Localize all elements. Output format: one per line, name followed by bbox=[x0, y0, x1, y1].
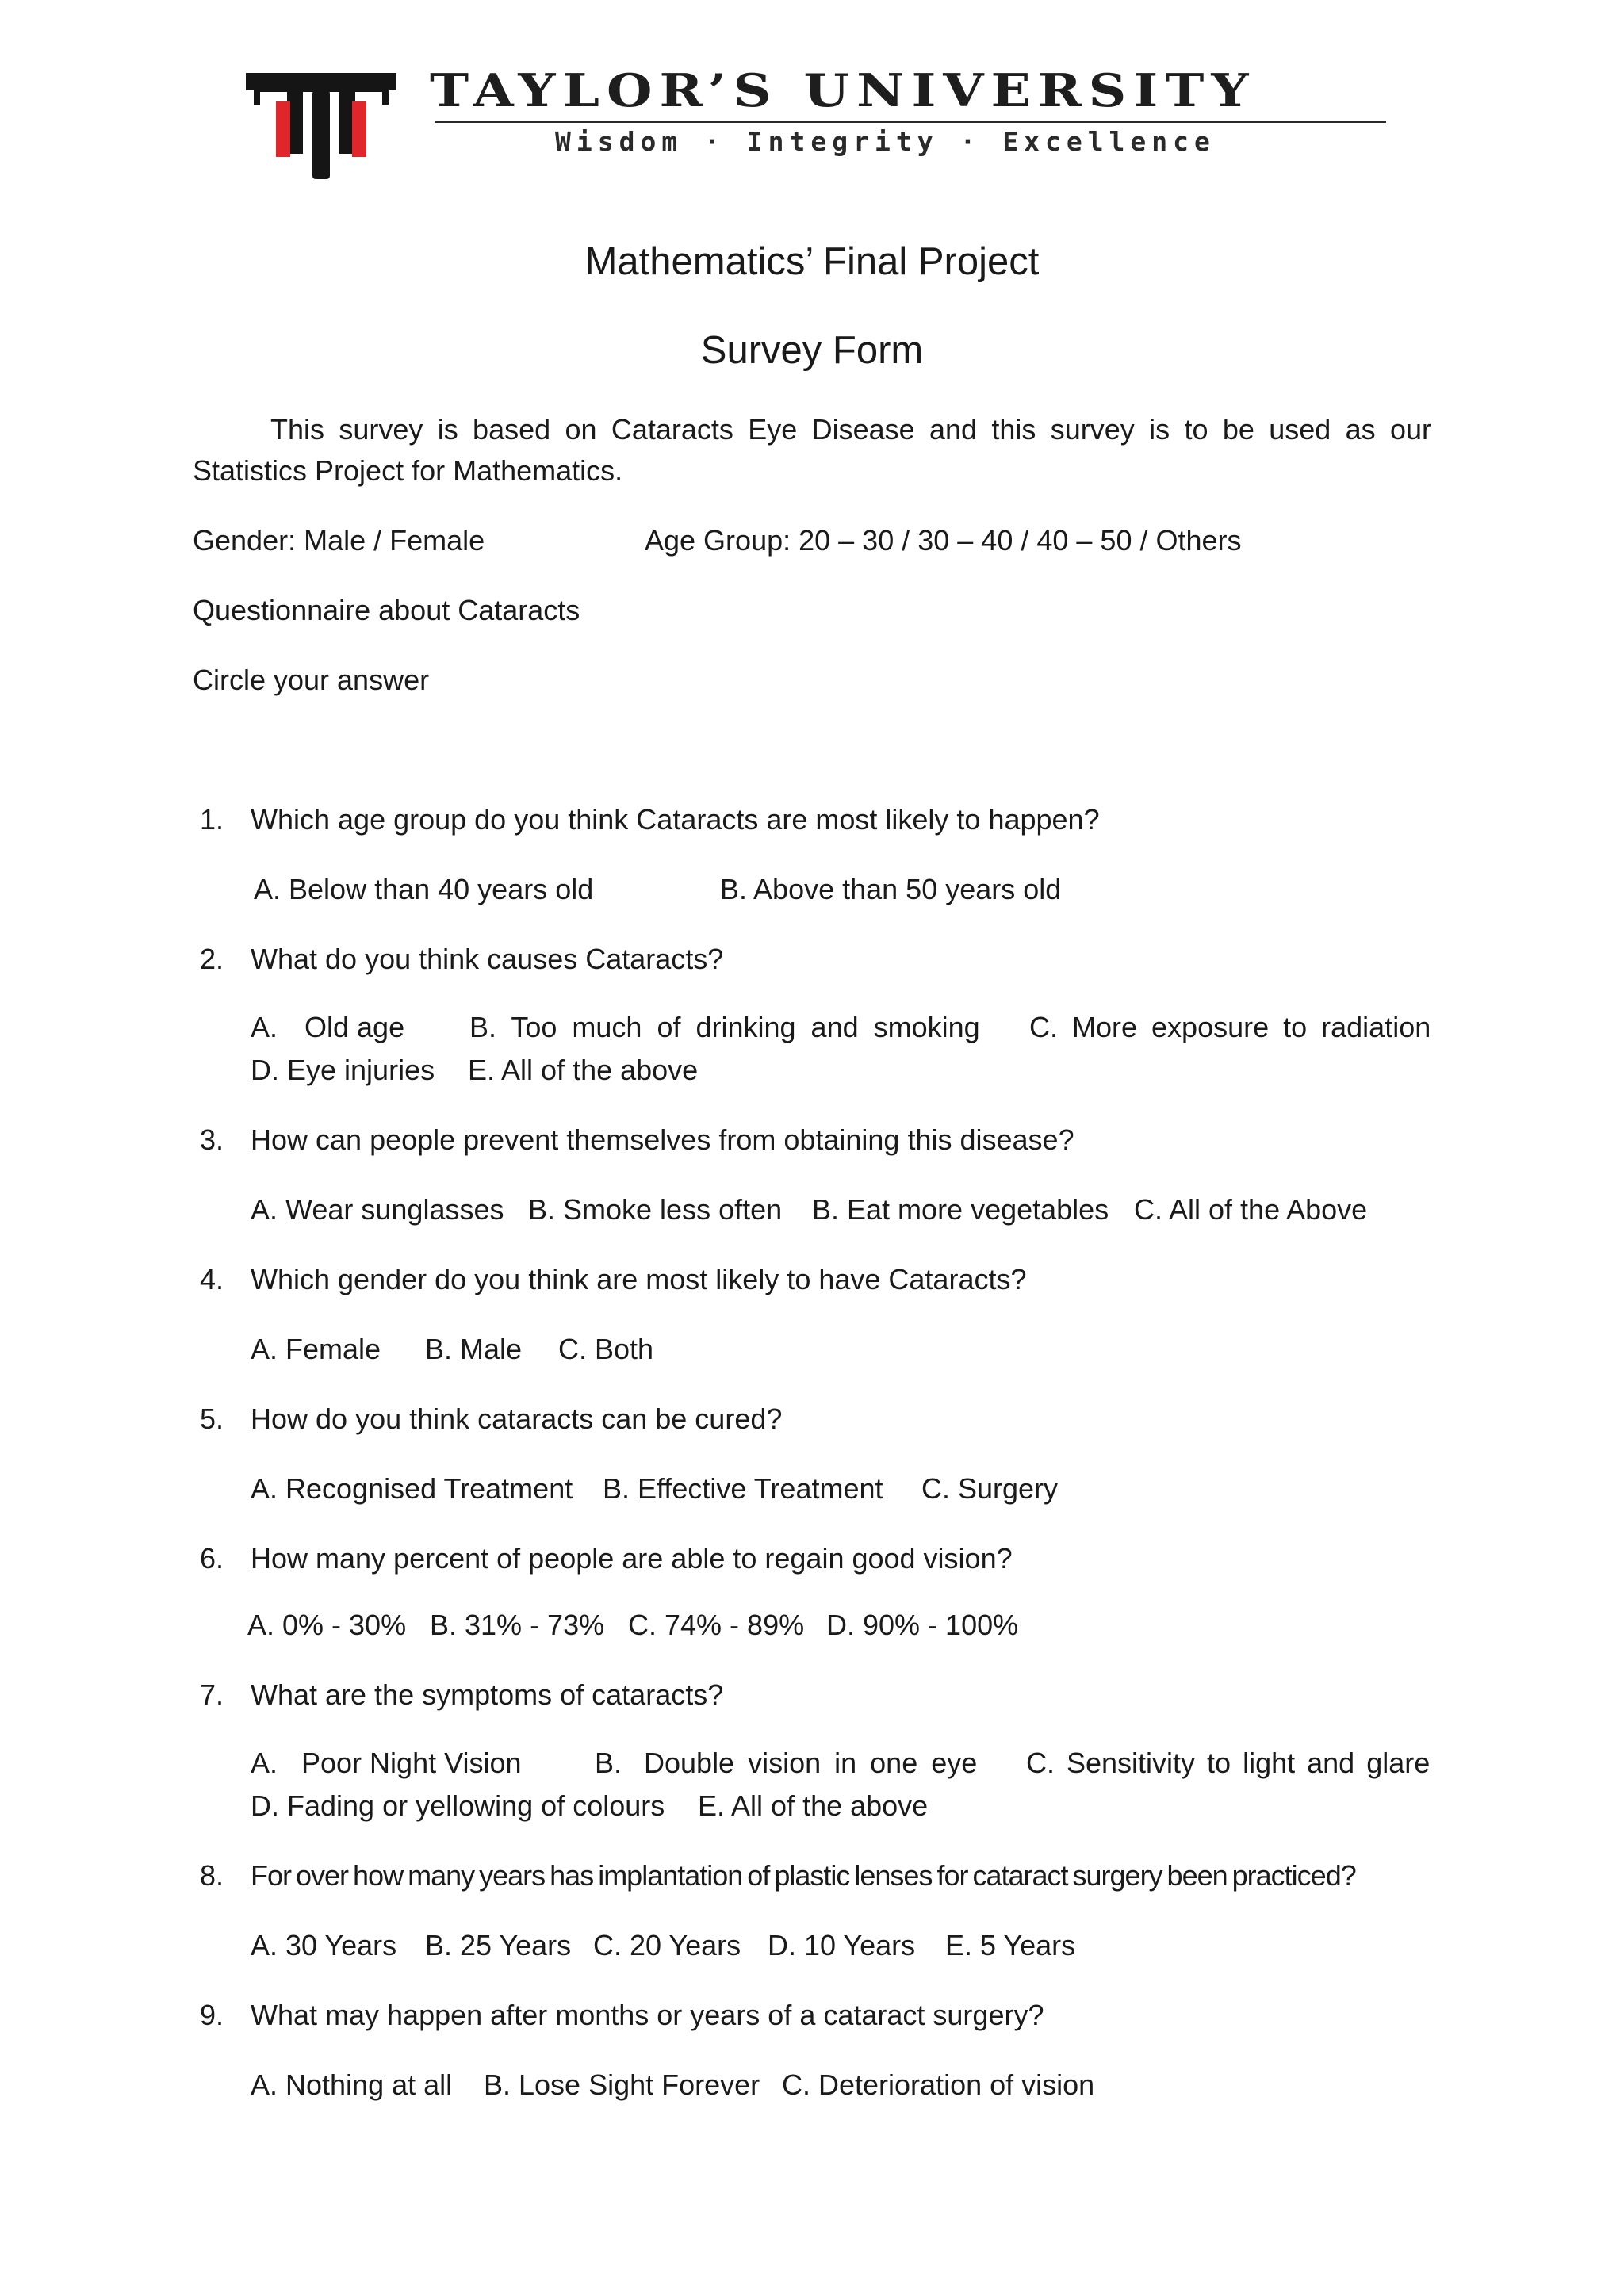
answer-option[interactable]: C. All of the Above bbox=[1134, 1193, 1368, 1226]
answer-option[interactable]: A. bbox=[251, 1747, 278, 1779]
answer-option[interactable]: D. Fading or yellowing of colours bbox=[251, 1789, 665, 1822]
university-logo-icon bbox=[246, 73, 396, 180]
question-text: How can people prevent themselves from obtaining this disease? bbox=[251, 1123, 1074, 1156]
answer-option[interactable]: C. Surgery bbox=[921, 1472, 1059, 1505]
answer-option[interactable]: A. Wear sunglasses bbox=[251, 1193, 504, 1226]
question-number: 4. bbox=[200, 1263, 224, 1295]
answer-option[interactable]: B. bbox=[595, 1747, 622, 1779]
age-group-field[interactable]: Age Group: 20 – 30 / 30 – 40 / 40 – 50 / Others bbox=[645, 524, 1242, 557]
answer-option[interactable]: D. 10 Years bbox=[768, 1929, 916, 1961]
answer-option[interactable]: B. Above than 50 years old bbox=[720, 873, 1062, 905]
answer-option[interactable]: A. Female bbox=[251, 1333, 381, 1365]
answer-option[interactable]: E. All of the above bbox=[698, 1789, 929, 1822]
question-text: How many percent of people are able to regain good vision? bbox=[251, 1542, 1013, 1575]
instruction-text: Circle your answer bbox=[193, 664, 430, 696]
answer-option[interactable]: D. 90% - 100% bbox=[826, 1609, 1019, 1641]
question-text: How do you think cataracts can be cured? bbox=[251, 1402, 783, 1435]
page-subtitle: Survey Form bbox=[700, 329, 924, 372]
answer-option[interactable]: E. 5 Years bbox=[945, 1929, 1076, 1961]
answer-option[interactable]: A. 30 Years bbox=[251, 1929, 397, 1961]
answer-option[interactable]: E. All of the above bbox=[468, 1054, 699, 1086]
question-number: 1. bbox=[200, 803, 224, 836]
answer-option[interactable]: C. Deterioration of vision bbox=[782, 2068, 1095, 2101]
answer-option[interactable]: B. Effective Treatment bbox=[603, 1472, 883, 1505]
question-number: 9. bbox=[200, 1999, 224, 2031]
question-number: 6. bbox=[200, 1542, 224, 1575]
question-text: What are the symptoms of cataracts? bbox=[251, 1678, 724, 1711]
header-divider bbox=[435, 121, 1386, 123]
answer-option[interactable]: A. 0% - 30% bbox=[247, 1609, 407, 1641]
question-text: Which gender do you think are most likely to have Cataracts? bbox=[251, 1263, 1027, 1295]
question-text: What do you think causes Cataracts? bbox=[251, 943, 724, 975]
answer-option[interactable]: C. 20 Years bbox=[593, 1929, 741, 1961]
answer-option[interactable]: C. Sensitivity to light and glare bbox=[1026, 1747, 1431, 1779]
answer-option[interactable]: D. Eye injuries bbox=[251, 1054, 435, 1086]
answer-option[interactable]: B. 31% - 73% bbox=[430, 1609, 605, 1641]
university-name: TAYLOR’S UNIVERSITY bbox=[430, 63, 1256, 117]
answer-option[interactable]: C. Both bbox=[558, 1333, 654, 1365]
answer-option[interactable]: B. Male bbox=[425, 1333, 523, 1365]
question-text: For over how many years has implantation of plastic lenses for cataract surgery been practiced? bbox=[251, 1859, 1356, 1892]
question-text: Which age group do you think Cataracts are most likely to happen? bbox=[251, 803, 1100, 836]
answer-option[interactable]: C. 74% - 89% bbox=[628, 1609, 805, 1641]
answer-option[interactable]: B. Smoke less often bbox=[528, 1193, 783, 1226]
answer-option[interactable]: B. Too much of drinking and smoking bbox=[469, 1011, 980, 1043]
answer-option[interactable]: A. Nothing at all bbox=[251, 2068, 453, 2101]
answer-option[interactable]: Double vision in one eye bbox=[644, 1747, 978, 1779]
answer-option[interactable]: B. 25 Years bbox=[425, 1929, 572, 1961]
question-number: 5. bbox=[200, 1402, 224, 1435]
answer-option[interactable]: C. More exposure to radiation bbox=[1029, 1011, 1431, 1043]
answer-option[interactable]: B. Lose Sight Forever bbox=[484, 2068, 760, 2101]
question-text: What may happen after months or years of a cataract surgery? bbox=[251, 1999, 1044, 2031]
answer-option[interactable]: Old age bbox=[304, 1011, 405, 1043]
answer-option[interactable]: A. Recognised Treatment bbox=[251, 1472, 573, 1505]
questionnaire-heading: Questionnaire about Cataracts bbox=[193, 594, 580, 626]
question-number: 7. bbox=[200, 1678, 224, 1711]
answer-option[interactable]: A. Below than 40 years old bbox=[254, 873, 594, 905]
page-title: Mathematics’ Final Project bbox=[584, 240, 1040, 283]
university-motto: Wisdom · Integrity · Excellence bbox=[555, 126, 1216, 157]
answer-option[interactable]: B. Eat more vegetables bbox=[812, 1193, 1109, 1226]
question-number: 2. bbox=[200, 943, 224, 975]
gender-field[interactable]: Gender: Male / Female bbox=[193, 524, 485, 557]
answer-option[interactable]: A. bbox=[251, 1011, 278, 1043]
question-number: 3. bbox=[200, 1123, 224, 1156]
question-number: 8. bbox=[200, 1859, 224, 1892]
intro-paragraph: This survey is based on Cataracts Eye Disease and this survey is to be used as our Statistics Project for Mathematics. bbox=[193, 413, 1431, 487]
answer-option[interactable]: Poor Night Vision bbox=[301, 1747, 522, 1779]
